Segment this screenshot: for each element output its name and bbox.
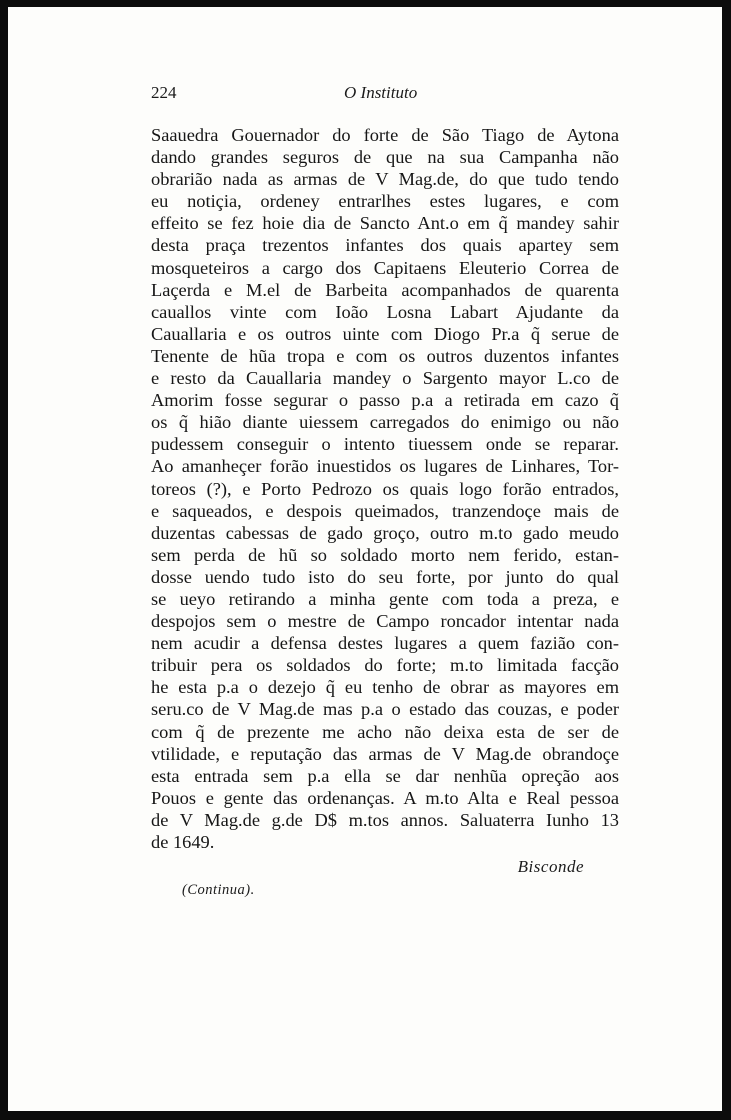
text-line: tribuir pera os soldados do forte; m.to limitada facção	[151, 655, 619, 676]
text-line: effeito se fez hoie dia de Sancto Ant.o em q̃ mandey sahir	[151, 213, 619, 234]
text-line: desta praça trezentos infantes dos quais apartey sem	[151, 235, 619, 256]
text-line: Ao amanheçer forão inuestidos os lugares de Linhares, Tor-	[151, 456, 619, 477]
text-line: Saauedra Gouernador do forte de São Tiago de Aytona	[151, 125, 619, 145]
continuation-note: (Continua).	[182, 882, 255, 898]
text-line: se ueyo retirando a minha gente com toda a preza, e	[151, 588, 619, 609]
text-line: sem perda de hũ so soldado morto nem ferido, estan-	[151, 544, 619, 565]
text-line: obrarião nada as armas de V Mag.de, do que tudo tendo	[151, 169, 619, 190]
text-line: dando grandes seguros de que na sua Campanha não	[151, 147, 619, 168]
text-line: esta entrada sem p.a ella se dar nenhũa opreção aos	[151, 765, 619, 786]
text-line: duzentas cabessas de gado groço, outro m.to gado meudo	[151, 522, 619, 543]
text-line: e resto da Cauallaria mandey o Sargento mayor L.co de	[151, 368, 619, 389]
body-text	[151, 124, 619, 853]
text-line: Tenente de hũa tropa e com os outros duzentos infantes	[151, 345, 619, 366]
text-line: os q̃ hião diante uiessem carregados do enimigo ou não	[151, 412, 619, 433]
document-page	[8, 7, 722, 1111]
page-number: 224	[151, 83, 177, 102]
text-line: com q̃ de prezente me acho não deixa esta de ser de	[151, 721, 619, 742]
text-line: seru.co de V Mag.de mas p.a o estado das couzas, e poder	[151, 699, 619, 720]
text-line: dosse uendo tudo isto do seu forte, por junto do qual	[151, 566, 619, 587]
text-line: pudessem conseguir o intento tiuessem onde se reparar.	[151, 434, 619, 455]
text-line: toreos (?), e Porto Pedrozo os quais logo forão entrados,	[151, 478, 619, 499]
text-line: de 1649.	[151, 832, 215, 852]
text-line: mosqueteiros a cargo dos Capitaens Eleuterio Correa de	[151, 257, 619, 278]
text-line: cauallos vinte com Ioão Losna Labart Ajudante da	[151, 301, 619, 322]
text-line: e saqueados, e despois queimados, tranzendoçe mais de	[151, 500, 619, 521]
text-line: Cauallaria e os outros uinte com Diogo Pr.a q̃ serue de	[151, 323, 619, 344]
text-line: he esta p.a o dezejo q̃ eu tenho de obrar as mayores em	[151, 677, 619, 698]
signature: Bisconde	[517, 857, 584, 876]
text-line: nem acudir a defensa destes lugares a quem fazião con-	[151, 633, 619, 654]
text-line: Amorim fosse segurar o passo p.a a retirada em cazo q̃	[151, 390, 619, 411]
text-line: despojos sem o mestre de Campo roncador intentar nada	[151, 611, 619, 632]
running-title: O Instituto	[344, 83, 418, 102]
page-header	[8, 83, 722, 105]
text-line: Laçerda e M.el de Barbeita acompanhados de quarenta	[151, 279, 619, 300]
text-line: Pouos e gente das ordenanças. A m.to Alta e Real pessoa	[151, 787, 619, 808]
text-line: vtilidade, e reputação das armas de V Mag.de obrandoçe	[151, 743, 619, 764]
text-line: de V Mag.de g.de D$ m.tos annos. Saluaterra Iunho 13	[151, 809, 619, 830]
text-line: eu notiçia, ordeney entrarlhes estes lugares, e com	[151, 191, 619, 212]
